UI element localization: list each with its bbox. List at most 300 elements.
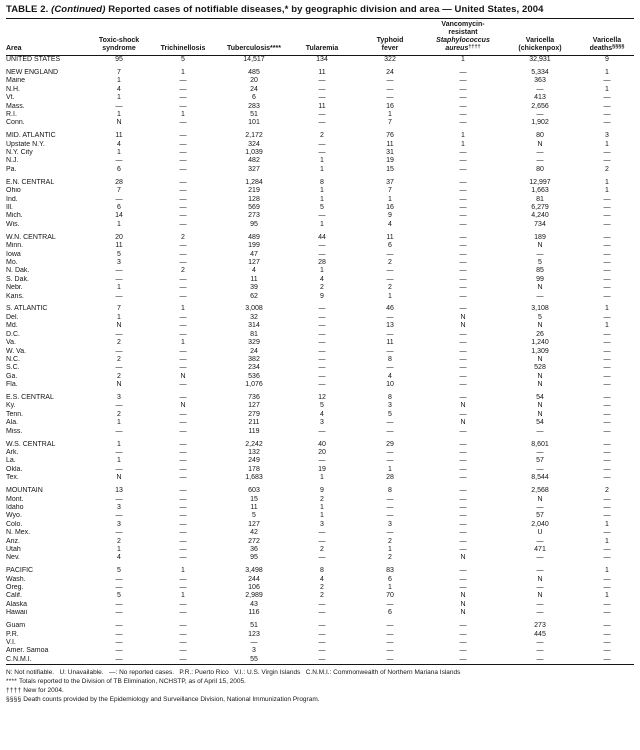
area-cell: Fla. (6, 381, 18, 389)
footnote-text: N: Not notifiable. U: Unavailable. —: No reported cases. P.R.: Puerto Rico V.I.: U.S. Virgin Islands C.N.M.I.: Commonwealth of Northern Mariana Islands (6, 669, 461, 677)
value-cell: 7 (388, 119, 392, 127)
value-cell: 1 (320, 187, 324, 195)
value-cell: 99 (536, 275, 544, 283)
value-cell: — (459, 622, 467, 630)
value-cell: — (318, 85, 326, 93)
value-cell: 314 (248, 322, 260, 330)
value-cell: — (386, 600, 394, 608)
column-header: Varicella (chickenpox) (500, 19, 580, 56)
area-cell: S.C. (6, 364, 20, 372)
table-row (6, 512, 634, 520)
value-cell: — (179, 410, 187, 418)
value-cell: 2 (320, 545, 324, 553)
value-cell: — (318, 647, 326, 655)
value-cell: — (386, 448, 394, 456)
value-cell: 6 (117, 165, 121, 173)
value-cell: — (179, 242, 187, 250)
value-cell: — (115, 600, 123, 608)
value-cell: 1 (605, 322, 609, 330)
table-row (6, 251, 634, 259)
table-row (6, 529, 634, 537)
value-cell: 11 (250, 503, 258, 511)
value-cell: N (460, 609, 466, 617)
value-cell: 9 (320, 292, 324, 300)
table-row (6, 111, 634, 119)
value-cell: U (537, 529, 543, 537)
table-section (6, 390, 634, 437)
area-cell: Maine (6, 77, 26, 85)
value-cell: 3 (117, 520, 121, 528)
column-header: Vancomycin- resistant Staphylococcus aureus†††† (426, 19, 500, 56)
value-cell: — (459, 529, 467, 537)
value-cell: 16 (386, 204, 394, 211)
area-cell: PACIFIC (6, 567, 34, 575)
value-cell: 24 (250, 347, 258, 355)
value-cell: 13 (386, 322, 394, 330)
value-cell: 736 (248, 394, 260, 402)
value-cell: N (116, 474, 122, 482)
value-cell: — (179, 639, 187, 646)
value-cell: — (318, 364, 326, 372)
value-cell: — (459, 195, 467, 203)
value-cell: — (459, 347, 467, 355)
value-cell: 8 (320, 567, 324, 575)
value-cell: — (386, 85, 394, 93)
value-cell: 1 (461, 132, 465, 140)
value-cell: N (537, 592, 543, 600)
table-row (6, 103, 634, 111)
value-cell: — (179, 157, 187, 165)
table-row (6, 419, 634, 427)
value-cell: — (603, 339, 611, 347)
value-cell: — (536, 600, 544, 608)
value-cell: 1 (388, 292, 392, 300)
value-cell: — (179, 554, 187, 562)
area-cell: Miss. (6, 427, 23, 435)
value-cell: 39 (250, 284, 258, 292)
value-cell: — (115, 195, 123, 203)
value-cell: — (318, 242, 326, 250)
area-cell: Tenn. (6, 410, 24, 418)
value-cell: — (179, 195, 187, 203)
value-cell: — (459, 220, 467, 228)
area-cell: P.R. (6, 630, 19, 638)
area-cell: N.J. (6, 157, 19, 165)
table-row (6, 647, 634, 655)
value-cell: — (386, 529, 394, 537)
value-cell: — (318, 330, 326, 338)
value-cell: — (115, 647, 123, 655)
table-section (6, 483, 634, 563)
value-cell: 54 (536, 419, 544, 427)
value-cell: — (603, 220, 611, 228)
value-cell: — (318, 655, 326, 663)
value-cell: 1 (605, 187, 609, 195)
value-cell: 19 (386, 157, 394, 165)
value-cell: — (179, 85, 187, 93)
value-cell: 2 (605, 165, 609, 173)
column-header: Tuberculosis**** (218, 19, 290, 56)
value-cell: 14,517 (243, 56, 265, 63)
value-cell: 2 (388, 284, 392, 292)
value-cell: — (459, 474, 467, 482)
value-cell: 1 (117, 149, 121, 157)
value-cell: 279 (248, 410, 260, 418)
value-cell: — (179, 140, 187, 148)
table-row (6, 119, 634, 127)
area-cell: Md. (6, 322, 18, 330)
value-cell: 1 (461, 56, 465, 63)
area-cell: Kans. (6, 292, 24, 300)
value-cell: — (386, 330, 394, 338)
value-cell: — (179, 119, 187, 127)
value-cell: 489 (248, 233, 260, 241)
value-cell: 1 (181, 339, 185, 347)
table-row (6, 242, 634, 250)
value-cell: 5 (320, 204, 324, 211)
value-cell: — (318, 355, 326, 363)
value-cell: — (179, 655, 187, 663)
value-cell: 2 (117, 372, 121, 380)
value-cell: N (537, 381, 543, 389)
area-cell: Amer. Samoa (6, 647, 49, 655)
value-cell: — (536, 655, 544, 663)
value-cell: — (179, 165, 187, 173)
value-cell: — (179, 440, 187, 448)
area-cell: Upstate N.Y. (6, 140, 45, 148)
value-cell: 11 (318, 68, 326, 76)
value-cell: — (115, 584, 123, 592)
value-cell: N (537, 140, 543, 148)
value-cell: 57 (536, 512, 544, 520)
value-cell: 28 (318, 258, 326, 266)
value-cell: 413 (534, 94, 546, 102)
area-cell: Vt. (6, 94, 15, 102)
value-cell: 1 (605, 68, 609, 76)
value-cell: — (115, 292, 123, 300)
value-cell: — (603, 212, 611, 220)
value-cell: — (318, 339, 326, 347)
value-cell: N (460, 600, 466, 608)
value-cell: 11 (318, 102, 326, 110)
value-cell: 1,663 (531, 187, 549, 195)
value-cell: 24 (250, 85, 258, 93)
value-cell: 36 (250, 545, 258, 553)
value-cell: — (386, 655, 394, 663)
value-cell: — (459, 119, 467, 127)
value-cell: 485 (248, 68, 260, 76)
table-row (6, 356, 634, 364)
area-cell: Hawaii (6, 609, 28, 617)
value-cell: 51 (250, 622, 258, 630)
value-cell: — (115, 427, 123, 435)
value-cell: 4 (320, 275, 324, 283)
value-cell: 32 (250, 313, 258, 321)
value-cell: — (536, 149, 544, 157)
value-cell: — (459, 212, 467, 220)
value-cell: — (115, 639, 123, 646)
value-cell: N (460, 402, 466, 410)
value-cell: — (318, 600, 326, 608)
value-cell: — (179, 220, 187, 228)
value-cell: 85 (536, 267, 544, 275)
table-row (6, 128, 634, 141)
value-cell: — (179, 292, 187, 300)
value-cell: 1 (117, 220, 121, 228)
value-cell: — (603, 402, 611, 410)
footnote-text: Death counts provided by the Epidemiology and Surveillance Division, National Immunization Program. (23, 696, 320, 704)
table-row (6, 157, 634, 165)
column-header-area: Area (6, 19, 90, 56)
value-cell: — (318, 313, 326, 321)
value-cell: 2 (388, 258, 392, 266)
column-header: Typhoid fever (354, 19, 426, 56)
table-row (6, 348, 634, 356)
area-cell: Utah (6, 545, 21, 553)
page-title (6, 4, 634, 19)
table-row (6, 56, 634, 65)
value-cell: — (603, 292, 611, 300)
value-cell: — (459, 537, 467, 545)
area-cell: Ohio (6, 187, 21, 195)
value-cell: — (603, 110, 611, 118)
value-cell: 2,656 (531, 102, 549, 110)
table-section (6, 618, 634, 665)
table-row (6, 483, 634, 496)
value-cell: 37 (386, 178, 394, 186)
value-cell: 43 (250, 600, 258, 608)
value-cell: — (536, 157, 544, 165)
table-row (6, 546, 634, 554)
area-cell: Del. (6, 313, 19, 321)
value-cell: — (603, 545, 611, 553)
value-cell: 249 (248, 457, 260, 465)
value-cell: 283 (248, 102, 260, 110)
value-cell: — (318, 554, 326, 562)
value-cell: 81 (536, 195, 544, 203)
value-cell: — (179, 495, 187, 503)
value-cell: 7 (117, 305, 121, 313)
table-number: TABLE 2. (6, 4, 49, 15)
value-cell: — (318, 77, 326, 85)
value-cell: 445 (534, 630, 546, 638)
value-cell: — (179, 322, 187, 330)
value-cell: 1 (117, 313, 121, 321)
value-cell: — (459, 355, 467, 363)
value-cell: 4 (320, 575, 324, 583)
table-row (6, 229, 634, 242)
value-cell: — (459, 157, 467, 165)
value-cell: 19 (318, 465, 326, 473)
value-cell: 1,284 (245, 178, 263, 186)
value-cell: N (180, 402, 186, 410)
value-cell: — (179, 520, 187, 528)
area-cell: N.C. (6, 355, 20, 363)
area-cell: C.N.M.I. (6, 655, 32, 663)
value-cell: 1 (605, 305, 609, 313)
table-continued-label: (Continued) (51, 4, 106, 15)
value-cell: 101 (248, 119, 260, 127)
value-cell: 128 (248, 195, 260, 203)
value-cell: 3 (320, 419, 324, 427)
value-cell: 6 (388, 609, 392, 617)
value-cell: — (179, 204, 187, 211)
area-cell: MOUNTAIN (6, 487, 43, 495)
value-cell: — (318, 212, 326, 220)
value-cell: 1 (605, 178, 609, 186)
table-row (6, 301, 634, 314)
value-cell: 54 (536, 394, 544, 402)
value-cell: — (459, 305, 467, 313)
area-cell: Wyo. (6, 512, 22, 520)
value-cell: 8,544 (531, 474, 549, 482)
table-row (6, 94, 634, 102)
table-row (6, 221, 634, 229)
value-cell: 29 (386, 440, 394, 448)
value-cell: 1 (181, 592, 185, 600)
value-cell: — (318, 347, 326, 355)
value-cell: — (179, 355, 187, 363)
value-cell: — (603, 347, 611, 355)
value-cell: 2 (320, 495, 324, 503)
value-cell: 2 (117, 537, 121, 545)
value-cell: 2,568 (531, 487, 549, 495)
value-cell: 3 (320, 520, 324, 528)
value-cell: 26 (536, 330, 544, 338)
area-cell: W. Va. (6, 347, 27, 355)
value-cell: — (386, 347, 394, 355)
value-cell: 127 (248, 258, 260, 266)
value-cell: — (459, 275, 467, 283)
value-cell: — (459, 178, 467, 186)
value-cell: 95 (250, 554, 258, 562)
value-cell: — (386, 250, 394, 258)
value-cell: — (179, 630, 187, 638)
value-cell: — (179, 537, 187, 545)
table-row (6, 322, 634, 330)
value-cell: 244 (248, 575, 260, 583)
table-row (6, 373, 634, 381)
value-cell: — (603, 622, 611, 630)
value-cell: — (603, 275, 611, 283)
value-cell: 272 (248, 537, 260, 545)
value-cell: 1,039 (245, 149, 263, 157)
table-row (6, 390, 634, 403)
value-cell: — (603, 119, 611, 127)
value-cell: 324 (248, 140, 260, 148)
value-cell: N (116, 119, 122, 127)
value-cell: 2 (388, 554, 392, 562)
value-cell: 273 (248, 212, 260, 220)
value-cell: — (603, 584, 611, 592)
value-cell: 11 (115, 242, 123, 250)
value-cell: — (603, 242, 611, 250)
table-row (6, 149, 634, 157)
value-cell: 12,997 (529, 178, 551, 186)
value-cell: 132 (248, 448, 260, 456)
table-row (6, 402, 634, 410)
value-cell: — (179, 575, 187, 583)
value-cell: — (603, 529, 611, 537)
value-cell: 46 (386, 305, 394, 313)
value-cell: — (115, 275, 123, 283)
value-cell: — (115, 448, 123, 456)
value-cell: — (179, 647, 187, 655)
table-row (6, 267, 634, 275)
value-cell: 2,172 (245, 132, 263, 140)
table-row (6, 601, 634, 609)
value-cell: 11 (386, 339, 394, 347)
value-cell: — (603, 600, 611, 608)
area-cell: Tex. (6, 474, 19, 482)
value-cell: — (386, 419, 394, 427)
value-cell: — (179, 132, 187, 140)
table-row (6, 592, 634, 600)
value-cell: — (179, 275, 187, 283)
value-cell: — (536, 250, 544, 258)
value-cell: — (386, 495, 394, 503)
value-cell: — (115, 655, 123, 663)
value-cell: — (179, 347, 187, 355)
value-cell: — (459, 520, 467, 528)
value-cell: — (536, 554, 544, 562)
value-cell: — (603, 258, 611, 266)
area-cell: Ind. (6, 195, 18, 203)
value-cell: 11 (386, 140, 394, 148)
value-cell: — (115, 267, 123, 275)
value-cell: 1 (605, 140, 609, 148)
area-cell: R.I. (6, 110, 17, 118)
value-cell: 44 (318, 233, 326, 241)
value-cell: 95 (115, 56, 123, 63)
value-cell: — (459, 440, 467, 448)
table-row (6, 411, 634, 419)
table-section (6, 301, 634, 390)
value-cell: 6 (252, 94, 256, 102)
value-cell: 2,242 (245, 440, 263, 448)
table-section (6, 436, 634, 483)
area-cell: V.I. (6, 639, 16, 646)
table-row (6, 64, 634, 77)
area-cell: D.C. (6, 330, 20, 338)
value-cell: — (536, 465, 544, 473)
value-cell: — (115, 364, 123, 372)
value-cell: — (179, 584, 187, 592)
value-cell: 76 (386, 132, 394, 140)
value-cell: — (536, 503, 544, 511)
value-cell: 106 (248, 584, 260, 592)
table-row (6, 538, 634, 546)
value-cell: 2,040 (531, 520, 549, 528)
area-cell: Okla. (6, 465, 23, 473)
value-cell: — (179, 427, 187, 435)
value-cell: — (318, 427, 326, 435)
value-cell: — (603, 609, 611, 617)
value-cell: N (537, 372, 543, 380)
value-cell: 1,683 (245, 474, 263, 482)
table-row (6, 339, 634, 347)
area-cell: Ill. (6, 204, 13, 211)
area-cell: Va. (6, 339, 16, 347)
area-cell: Oreg. (6, 584, 24, 592)
value-cell: N (180, 372, 186, 380)
area-cell: S. ATLANTIC (6, 305, 48, 313)
table-row (6, 364, 634, 372)
value-cell: — (318, 639, 326, 646)
value-cell: — (459, 68, 467, 76)
value-cell: 31 (386, 149, 394, 157)
table-row (6, 141, 634, 149)
